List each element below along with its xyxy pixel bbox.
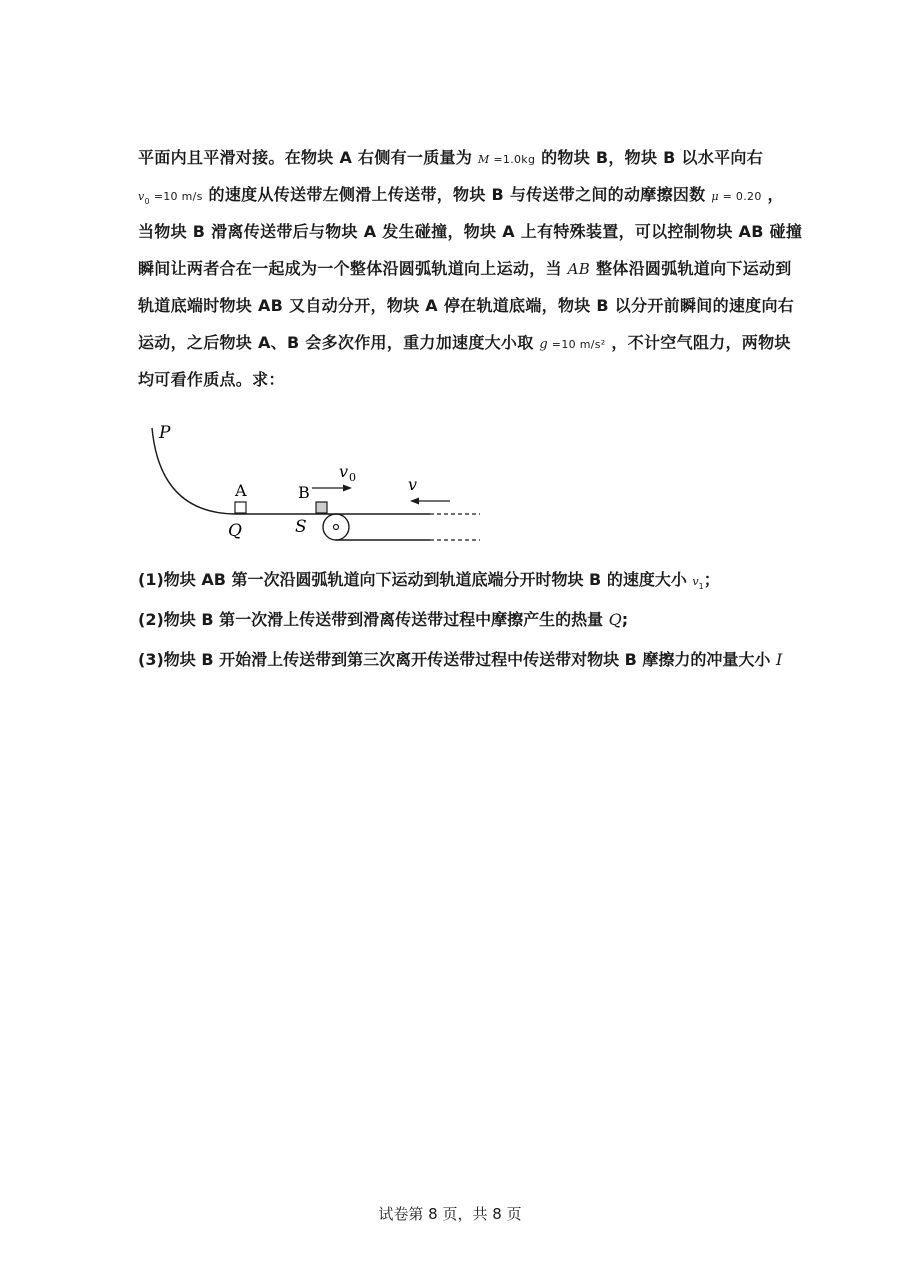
v-arrowhead: [410, 498, 419, 505]
label-p: P: [159, 423, 171, 443]
question-1: [138, 568, 818, 599]
question-variable: v: [692, 575, 699, 588]
physics-diagram: [140, 418, 500, 553]
question-text: (3)物块 B 开始滑上传送带到第三次离开传送带过程中传送带对物块 B 摩擦力的冲量大小: [138, 650, 777, 669]
math-gravity-value: =10 m/s²: [548, 338, 606, 351]
question-2: [138, 608, 818, 632]
problem-line-2: [138, 183, 788, 220]
math-mass-value: =1.0kg: [489, 153, 536, 166]
question-tail: ;: [621, 610, 629, 629]
text-segment: 的物块 B，物块 B 以水平向右: [535, 148, 764, 167]
problem-line-7: 均可看作质点。求：: [138, 370, 285, 389]
label-v0-subscript: 0: [349, 471, 356, 484]
pulley-wheel: [323, 514, 349, 540]
question-variable: Q: [608, 610, 622, 629]
question-variable: I: [776, 650, 783, 669]
question-text: (2)物块 B 第一次滑上传送带到滑离传送带过程中摩擦产生的热量: [138, 610, 609, 629]
text-segment: 整体沿圆弧轨道向下运动到: [590, 259, 792, 278]
problem-paragraph: [138, 146, 803, 405]
question-variable-subscript: 1: [698, 582, 704, 592]
problem-line-6: [138, 331, 791, 368]
text-segment: 运动，之后物块 A、B 会多次作用，重力加速度大小取: [138, 333, 540, 352]
question-3: [138, 648, 818, 672]
label-s: S: [295, 517, 307, 537]
problem-line-5: 轨道底端时物块 AB 又自动分开，物块 A 停在轨道底端，物块 B 以分开前瞬间的速度向右: [138, 296, 795, 315]
v0-arrowhead: [343, 485, 352, 492]
math-mass-symbol: M: [478, 153, 490, 166]
label-a: A: [235, 481, 247, 500]
math-friction-value: = 0.20: [718, 190, 762, 203]
math-gravity-symbol: g: [539, 337, 549, 352]
math-velocity-symbol: v: [138, 190, 145, 203]
text-segment: ，: [761, 185, 784, 204]
question-text: (1)物块 AB 第一次沿圆弧轨道向下运动到轨道底端分开时物块 B 的速度大小: [138, 570, 693, 589]
question-tail: ；: [703, 570, 720, 589]
label-q: Q: [228, 521, 242, 541]
math-friction-symbol: μ: [711, 190, 719, 203]
label-v: v: [408, 475, 418, 494]
text-segment: 的速度从传送带左侧滑上传送带，物块 B 与传送带之间的动摩擦因数: [202, 185, 712, 204]
text-segment: 平面内且平滑对接。在物块 A 右侧有一质量为: [138, 148, 478, 167]
math-subscript: 0: [144, 197, 150, 207]
label-v0: v: [339, 462, 349, 481]
problem-line-4: [138, 257, 792, 294]
pulley-axle: [334, 525, 339, 530]
text-segment: ，不计空气阻力，两物块: [605, 333, 791, 352]
math-velocity-value: =10 m/s: [149, 190, 203, 203]
text-segment: 瞬间让两者合在一起成为一个整体沿圆弧轨道向上运动，当: [138, 259, 568, 278]
block-a: [235, 502, 246, 513]
block-b: [316, 502, 327, 513]
problem-line-3: 当物块 B 滑离传送带后与物块 A 发生碰撞，物块 A 上有特殊装置，可以控制物块 AB 碰撞: [138, 222, 803, 241]
problem-line-1: [138, 146, 788, 183]
page-footer: 试卷第 8 页，共 8 页: [378, 1205, 522, 1223]
math-ab-symbol: AB: [567, 260, 591, 278]
label-b: B: [298, 483, 310, 502]
